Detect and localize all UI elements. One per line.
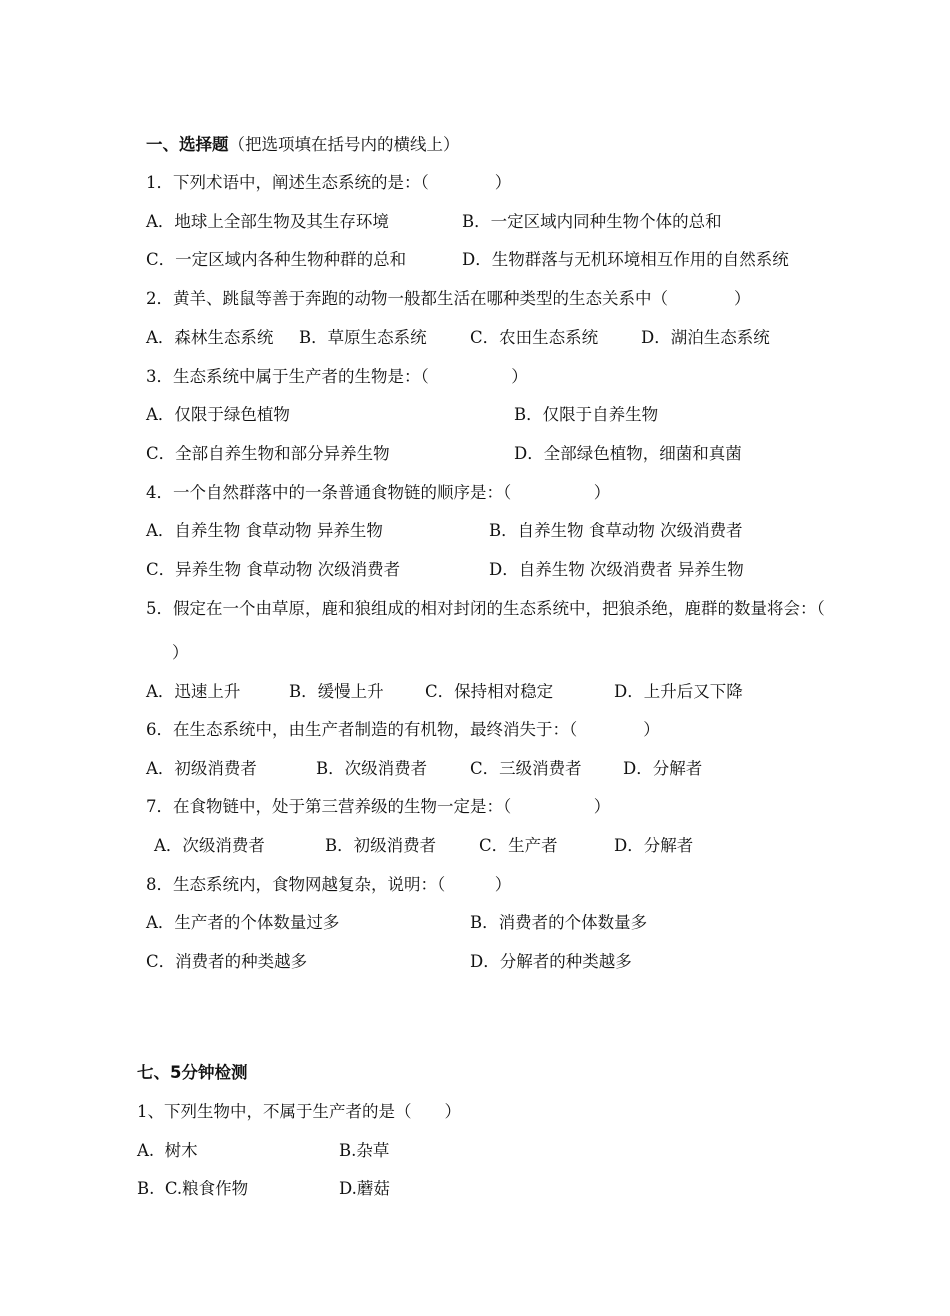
check-question-1-stem: 1、下列生物中，不属于生产者的是（ ） (137, 1102, 461, 1121)
question-8-option-a: A．生产者的个体数量过多 (146, 913, 340, 932)
question-5-stem-continued: ） (172, 643, 189, 662)
heading-bold: 一、选择题 (146, 135, 229, 154)
question-5-option-b: B．缓慢上升 (289, 682, 384, 701)
question-4-stem: 4．一个自然群落中的一条普通食物链的顺序是：（ ） (146, 483, 611, 502)
question-3-stem: 3．生态系统中属于生产者的生物是：（ ） (146, 367, 528, 386)
question-6-stem: 6．在生态系统中，由生产者制造的有机物，最终消失于：（ ） (146, 720, 660, 739)
question-5-option-d: D．上升后又下降 (614, 682, 743, 701)
question-1-option-b: B．一定区域内同种生物个体的总和 (462, 212, 722, 231)
check-question-1-option-c: B. C.粮食作物 (137, 1179, 249, 1198)
question-8-option-c: C．消费者的种类越多 (146, 952, 308, 971)
question-7-option-a: A．次级消费者 (154, 836, 265, 855)
question-5-option-c: C．保持相对稳定 (425, 682, 554, 701)
question-2-option-a: A．森林生态系统 (146, 328, 274, 347)
question-3-option-c: C．全部自养生物和部分异养生物 (146, 444, 390, 463)
question-4-option-d: D．自养生物 次级消费者 异养生物 (489, 560, 744, 579)
question-8-option-b: B．消费者的个体数量多 (470, 913, 648, 932)
question-1-option-d: D．生物群落与无机环境相互作用的自然系统 (462, 250, 789, 269)
question-3-option-b: B．仅限于自养生物 (514, 405, 659, 424)
question-4-option-a: A．自养生物 食草动物 异养生物 (146, 521, 383, 540)
question-2-option-c: C．农田生态系统 (470, 328, 599, 347)
question-1-option-c: C．一定区域内各种生物种群的总和 (146, 250, 407, 269)
question-1-stem: 1．下列术语中，阐述生态系统的是：（ ） (146, 173, 512, 192)
check-question-1-option-b: B.杂草 (339, 1141, 390, 1160)
question-4-option-c: C．异养生物 食草动物 次级消费者 (146, 560, 401, 579)
question-6-option-a: A．初级消费者 (146, 759, 257, 778)
question-2-option-b: B．草原生态系统 (299, 328, 427, 347)
question-7-option-c: C．生产者 (479, 836, 558, 855)
section-heading-1 (146, 134, 460, 156)
question-5-stem: 5．假定在一个由草原，鹿和狼组成的相对封闭的生态系统中，把狼杀绝，鹿群的数量将会：（ (146, 599, 825, 618)
section-heading-7: 七、5分钟检测 (137, 1063, 248, 1082)
question-8-option-d: D．分解者的种类越多 (470, 952, 632, 971)
question-1-option-a: A．地球上全部生物及其生存环境 (146, 212, 389, 231)
check-question-1-option-a: A. 树木 (137, 1141, 198, 1160)
question-4-option-b: B．自养生物 食草动物 次级消费者 (489, 521, 743, 540)
question-6-option-c: C．三级消费者 (470, 759, 582, 778)
question-7-option-d: D．分解者 (614, 836, 694, 855)
check-question-1-option-d: D.蘑菇 (339, 1179, 390, 1198)
question-7-stem: 7．在食物链中，处于第三营养级的生物一定是：（ ） (146, 797, 611, 816)
question-3-option-a: A．仅限于绿色植物 (146, 405, 290, 424)
question-7-option-b: B．初级消费者 (325, 836, 437, 855)
question-2-option-d: D．湖泊生态系统 (641, 328, 770, 347)
question-2-stem: 2．黄羊、跳鼠等善于奔跑的动物一般都生活在哪种类型的生态关系中（ ） (146, 289, 751, 308)
heading-note: （把选项填在括号内的横线上） (228, 135, 460, 154)
question-6-option-b: B．次级消费者 (316, 759, 428, 778)
question-3-option-d: D．全部绿色植物，细菌和真菌 (514, 444, 742, 463)
question-5-option-a: A．迅速上升 (146, 682, 241, 701)
question-8-stem: 8．生态系统内，食物网越复杂，说明：（ ） (146, 875, 512, 894)
question-6-option-d: D．分解者 (623, 759, 703, 778)
